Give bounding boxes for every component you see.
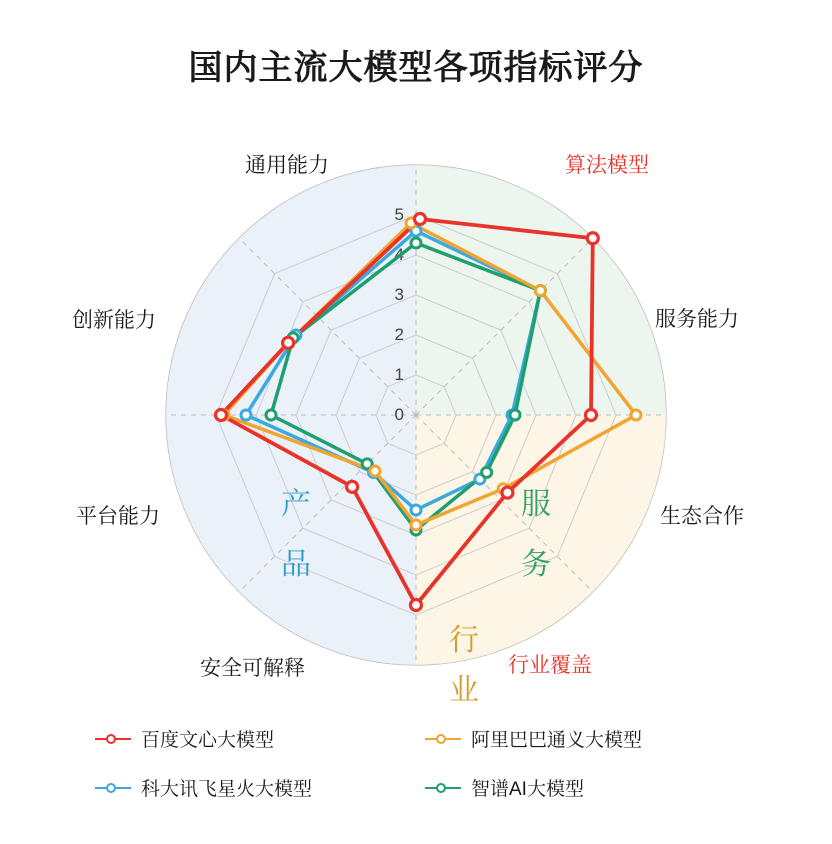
legend-item-iflytek[interactable] <box>95 774 425 801</box>
tick-label-5: 5 <box>394 205 404 224</box>
data-point <box>241 410 251 420</box>
legend-marker-icon <box>425 781 461 795</box>
data-point <box>482 467 492 477</box>
data-point <box>283 337 294 348</box>
data-point <box>411 600 422 611</box>
data-point <box>216 410 227 421</box>
legend-label-baidu: 百度文心大模型 <box>141 730 275 751</box>
data-point <box>586 410 597 421</box>
data-point <box>347 481 358 492</box>
radar-svg <box>0 110 832 710</box>
tick-label-3: 3 <box>394 285 404 304</box>
data-point <box>411 520 421 530</box>
axis-label-platform: 平台能力 <box>76 505 160 528</box>
tick-label-2: 2 <box>394 325 404 344</box>
legend-marker-icon <box>95 732 131 746</box>
legend-marker-icon <box>95 781 131 795</box>
data-point <box>415 214 426 225</box>
legend-label-iflytek: 科大讯飞星火大模型 <box>141 779 313 800</box>
sector-label-service-2: 务 <box>521 548 551 581</box>
data-point <box>370 466 380 476</box>
tick-label-1: 1 <box>394 365 404 384</box>
legend-item-zhipu[interactable] <box>425 774 755 801</box>
axis-label-industry-coverage: 行业覆盖 <box>508 654 592 677</box>
sector-label-industry-1: 行 <box>449 624 479 657</box>
legend-item-alibaba[interactable] <box>425 725 755 752</box>
axis-label-service: 服务能力 <box>655 308 739 331</box>
data-point <box>510 410 520 420</box>
legend-label-zhipu: 智谱AI大模型 <box>471 779 584 800</box>
data-point <box>587 233 598 244</box>
data-point <box>502 487 513 498</box>
axis-label-ecosystem: 生态合作 <box>660 505 744 528</box>
axis-label-innovation: 创新能力 <box>72 309 156 332</box>
data-point <box>631 410 641 420</box>
data-point <box>266 410 276 420</box>
tick-label-4: 4 <box>394 245 404 264</box>
page-title: 国内主流大模型各项指标评分 <box>188 49 644 87</box>
axis-label-general: 通用能力 <box>245 154 329 177</box>
legend-marker-icon <box>425 732 461 746</box>
data-point <box>411 238 421 248</box>
radar-chart <box>0 110 832 710</box>
sector-label-product-2: 品 <box>281 548 311 581</box>
data-point <box>535 286 545 296</box>
sector-label-product-1: 产 <box>281 488 311 521</box>
tick-label-0: 0 <box>394 405 404 424</box>
axis-label-safety: 安全可解释 <box>200 657 305 680</box>
legend-item-baidu[interactable] <box>95 725 425 752</box>
legend-label-alibaba: 阿里巴巴通义大模型 <box>471 730 643 751</box>
chart-legend <box>95 725 755 801</box>
data-point <box>411 505 421 515</box>
axis-label-algorithm: 算法模型 <box>565 154 649 177</box>
sector-label-service-1: 服 <box>521 488 551 521</box>
sector-label-industry-2: 业 <box>449 674 479 707</box>
